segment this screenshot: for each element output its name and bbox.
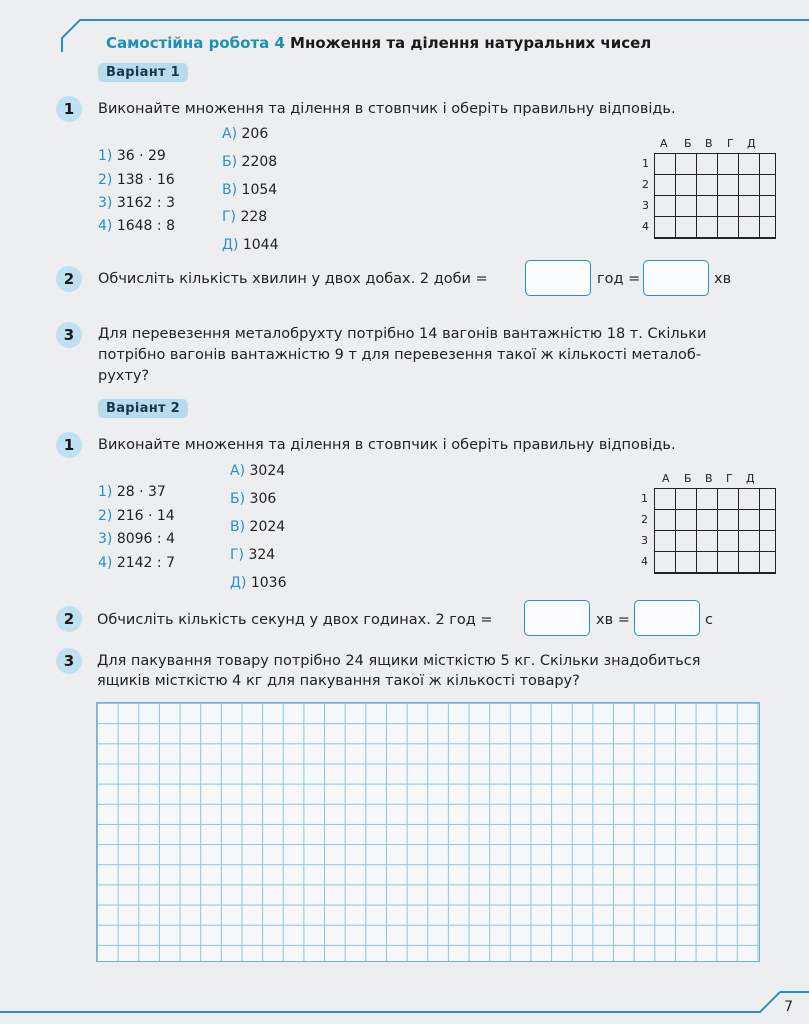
v2-task3-number: 3 (56, 648, 82, 674)
grid1-col-b: Б (684, 137, 692, 150)
variant2-badge: Варіант 2 (98, 399, 188, 418)
v2-answer-g: Г) 324 (230, 547, 276, 563)
grid1-col-a: А (660, 137, 668, 150)
grid1-row-3: 3 (642, 199, 649, 212)
grid1-col-v: В (705, 137, 713, 150)
v1-minutes-input[interactable] (643, 260, 709, 296)
variant1-badge: Варіант 1 (98, 63, 188, 82)
v2-item-2: 2) 216 · 14 (98, 508, 175, 524)
grid2-row-2: 2 (641, 513, 648, 526)
v2-answer-a: А) 3024 (230, 463, 286, 479)
grid2-col-g: Г (726, 472, 733, 485)
grid2-col-a: А (662, 472, 670, 485)
topic-title: Множення та ділення натуральних чисел (290, 34, 652, 52)
v2-answer-b: Б) 306 (230, 491, 277, 507)
v2-seconds-input[interactable] (634, 600, 700, 636)
grid1-col-d: Д (747, 137, 756, 150)
grid2-row-3: 3 (641, 534, 648, 547)
v1-task2-number: 2 (56, 266, 82, 292)
v1-answer-v: В) 1054 (222, 182, 278, 198)
grid2-col-b: Б (684, 472, 692, 485)
page-title (106, 33, 651, 52)
v1-task3-line1: Для перевезення металобрухту потрібно 14 вагонів вантажністю 18 т. Скільки (98, 326, 707, 342)
v1-hours-input[interactable] (525, 260, 591, 296)
v1-task2-text: Обчисліть кількість хвилин у двох добах. 2 доби = (98, 271, 488, 287)
v1-item-3: 3) 3162 : 3 (98, 195, 175, 211)
grid1-col-g: Г (727, 137, 734, 150)
v2-task1-number: 1 (56, 432, 82, 458)
v2-answer-v: В) 2024 (230, 519, 286, 535)
v2-task2-text: Обчисліть кількість секунд у двох годинах. 2 год = (97, 612, 493, 628)
v2-task2-unit1: хв = (596, 612, 630, 628)
v1-task3-number: 3 (56, 322, 82, 348)
v2-item-3: 3) 8096 : 4 (98, 531, 175, 547)
work-label: Самостійна робота 4 (106, 34, 285, 52)
v2-task1-text: Виконайте множення та ділення в стовпчик і оберіть правильну відповідь. (98, 437, 676, 453)
v1-item-1: 1) 36 · 29 (98, 148, 166, 164)
grid1-row-2: 2 (642, 178, 649, 191)
answer-grid-2[interactable] (654, 488, 776, 574)
v2-item-4: 4) 2142 : 7 (98, 555, 175, 571)
grid2-row-4: 4 (641, 555, 648, 568)
v2-task2-unit2: с (705, 612, 713, 628)
v2-item-1: 1) 28 · 37 (98, 484, 166, 500)
v2-minutes-input[interactable] (524, 600, 590, 636)
grid1-row-1: 1 (642, 157, 649, 170)
v1-answer-b: Б) 2208 (222, 154, 278, 170)
v1-answer-a: А) 206 (222, 126, 269, 142)
v1-answer-g: Г) 228 (222, 209, 268, 225)
v2-task2-number: 2 (56, 606, 82, 632)
answer-grid-1[interactable] (654, 153, 776, 239)
grid1-row-4: 4 (642, 220, 649, 233)
grid2-row-1: 1 (641, 492, 648, 505)
v1-task2-unit2: хв (714, 271, 732, 287)
v2-task3-line2: ящиків місткістю 4 кг для пакування такої ж кількості товару? (97, 673, 580, 689)
grid2-col-d: Д (746, 472, 755, 485)
v1-task2-unit1: год = (597, 271, 641, 287)
v1-item-4: 4) 1648 : 8 (98, 218, 175, 234)
grid2-col-v: В (705, 472, 713, 485)
v2-answer-d: Д) 1036 (230, 575, 287, 591)
v1-task3-line2: потрібно вагонів вантажністю 9 т для перевезення такої ж кількості металоб- (98, 347, 702, 363)
v1-item-2: 2) 138 · 16 (98, 172, 175, 188)
squared-work-area[interactable] (96, 702, 760, 962)
page-number: 7 (784, 999, 793, 1015)
v2-task3-line1: Для пакування товару потрібно 24 ящики місткістю 5 кг. Скільки знадобиться (97, 653, 701, 669)
v1-task1-text: Виконайте множення та ділення в стовпчик і оберіть правильну відповідь. (98, 101, 676, 117)
v1-task3-line3: рухту? (98, 368, 150, 384)
v1-answer-d: Д) 1044 (222, 237, 279, 253)
v1-task1-number: 1 (56, 96, 82, 122)
